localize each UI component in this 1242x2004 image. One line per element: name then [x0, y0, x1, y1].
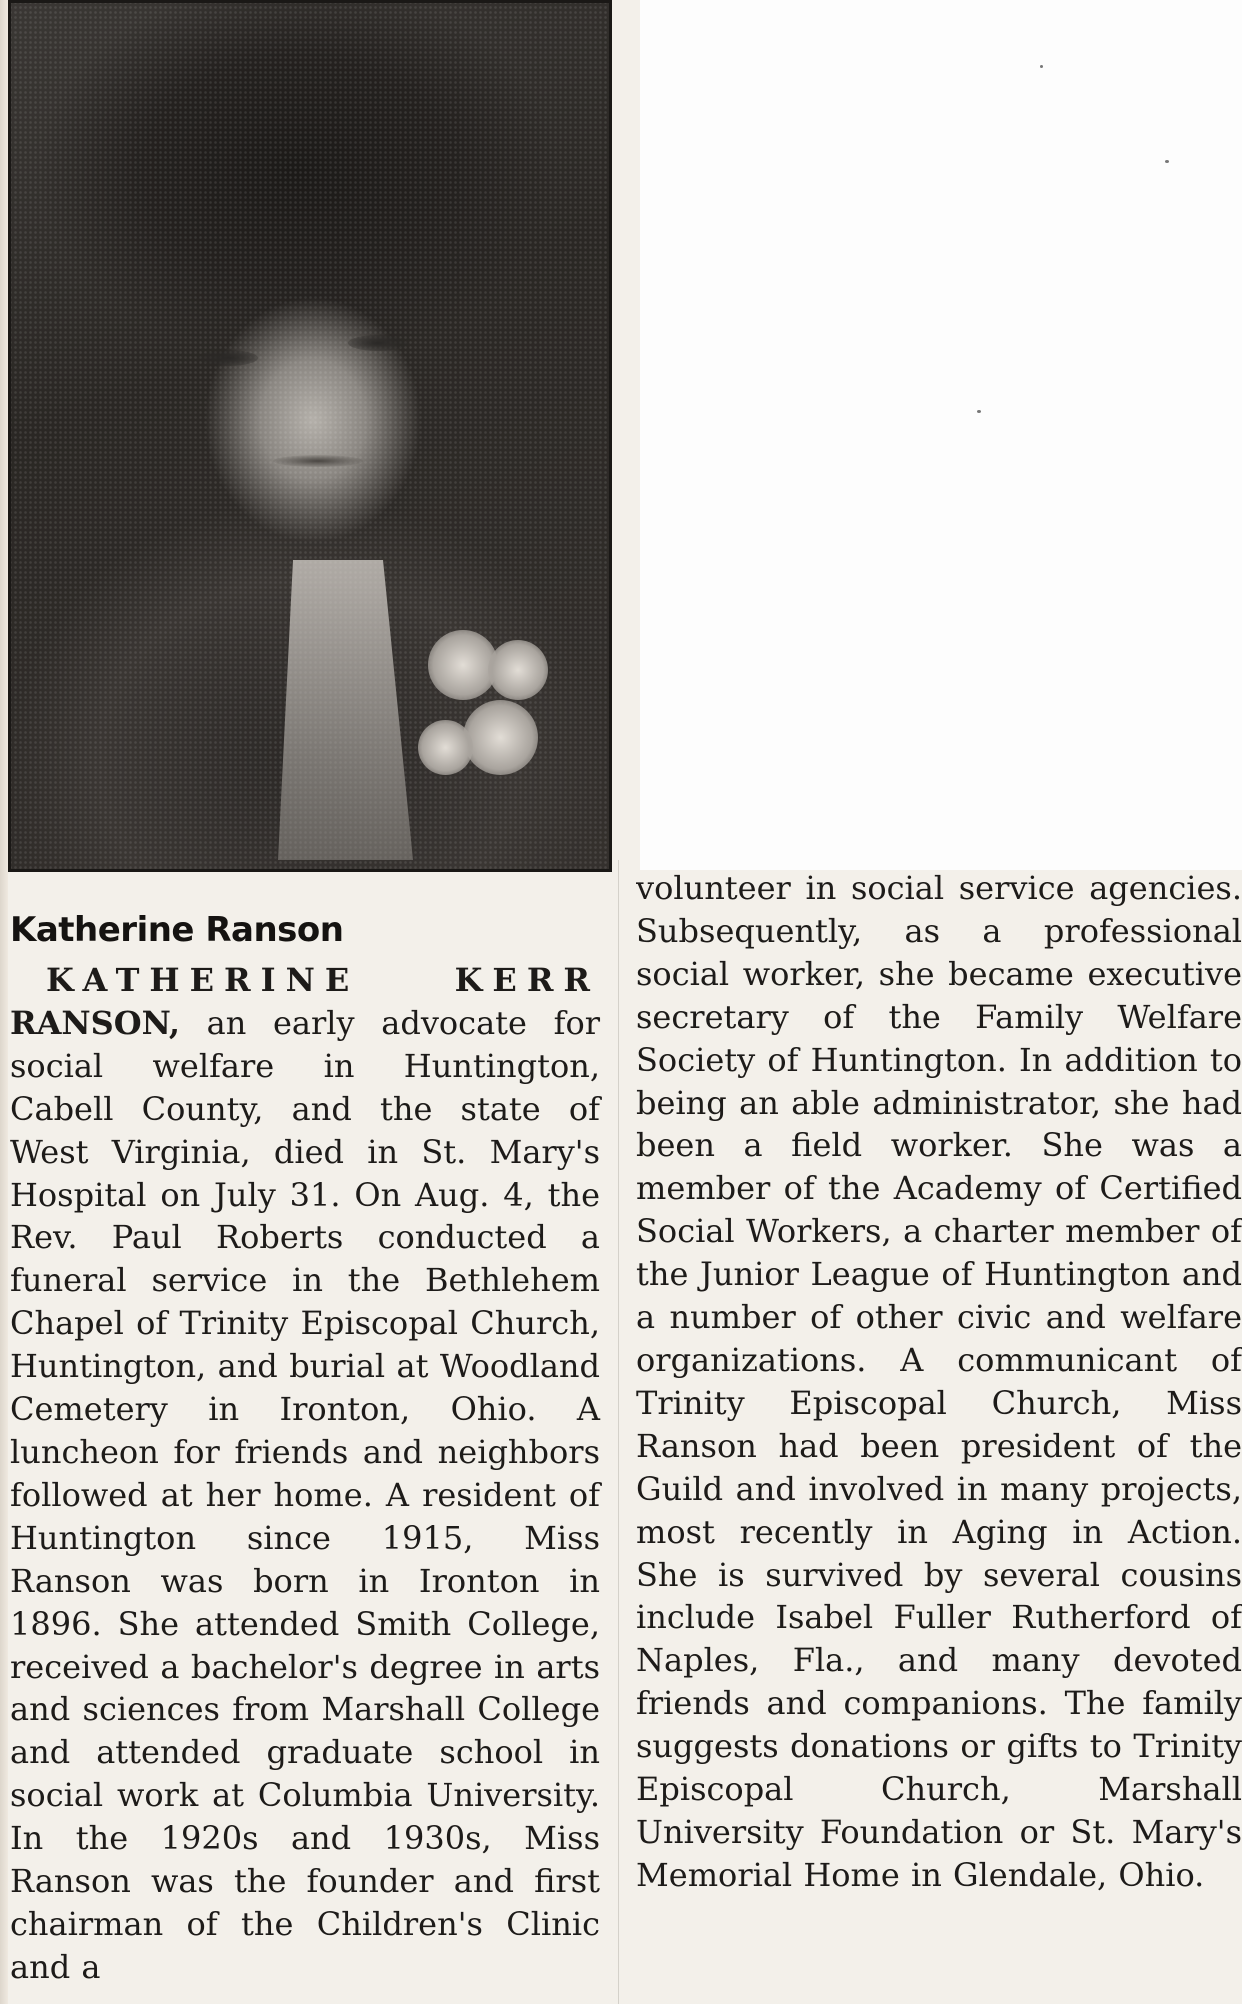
paper-speck — [1040, 65, 1043, 68]
blank-paper-area — [640, 0, 1242, 870]
paper-speck — [977, 410, 981, 413]
article-body-left: an early advocate for social welfare in Huntington, Cabell County, and the state of West Virginia, died in St. Mary's Hospital on July 31. On Aug. 4, the Rev. Paul Roberts conducted a funeral service in the Bethlehem Chapel of Trinity Episcopal Church, Huntington, and burial at Woodland Cemetery in Ironton, Ohio. A luncheon for friends and neighbors followed at her home. A resident of Huntington since 1915, Miss Ranson was born in Ironton in 1896. She attended Smith College, received a bachelor's degree in arts and sciences from Marshall College and attended graduate school in social work at Columbia University. In the 1920s and 1930s, Miss Ranson was the founder and first chairman of the Children's Clinic and a — [10, 1003, 601, 1986]
article-column-right — [636, 867, 1242, 2004]
scan-edge — [0, 0, 8, 2004]
portrait-photo — [8, 0, 612, 872]
article-body-right: volunteer in social service agencies. Subsequently, as a professional social worker, she became executive secretary of the Family Welfare Society of Huntington. In addition to being an able administrator, she had been a field worker. She was a member of the Academy of Certified Social Workers, a charter member of the Junior League of Huntington and a number of other civic and welfare organizations. A communicant of Trinity Episcopal Church, Miss Ranson had been president of the Guild and involved in many projects, most recently in Aging in Action. She is survived by several cousins include Isabel Fuller Rutherford of Naples, Fla., and many devoted friends and companions. The family suggests donations or gifts to Trinity Episcopal Church, Marshall University Foundation or St. Mary's Memorial Home in Glendale, Ohio. — [636, 869, 1242, 1894]
paper-speck — [1165, 160, 1169, 163]
lead-surname: RANSON, — [10, 1003, 180, 1042]
article-lead-paragraph — [10, 959, 600, 1989]
column-divider — [618, 860, 619, 2004]
lead-name: KATHERINE KERR — [46, 961, 600, 999]
article-column-left — [10, 959, 600, 1989]
obituary-headline: Katherine Ranson — [10, 910, 344, 950]
photo-border — [8, 0, 612, 872]
